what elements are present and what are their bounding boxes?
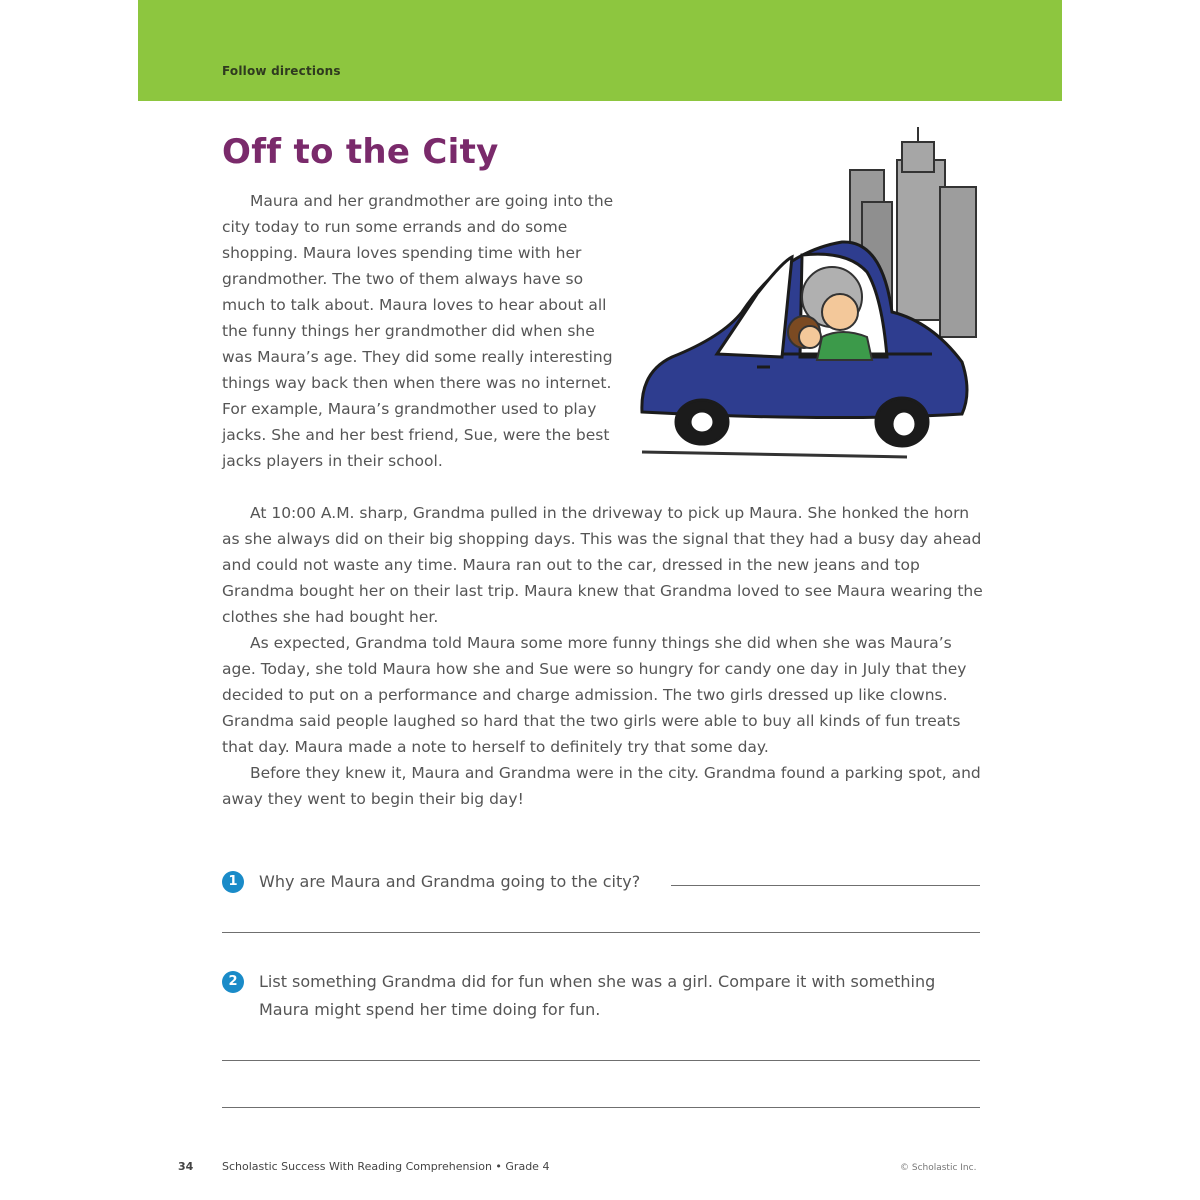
header-banner (138, 0, 1062, 101)
paragraph-text: Maura and her grandmother are going into the city today to run some errands and do some shopping. Maura loves spending time with her grandmother. The two of them always have so much to talk about. Maura loves to hear about all the funny things her grandmother did when she was Maura’s age. They did some really interesting things way back then when there was no internet. For example, Maura’s grandmother used to play jacks. She and her best friend, Sue, were the best jacks players in their school. (222, 192, 614, 470)
answer-line[interactable] (222, 1107, 980, 1108)
question-text: Why are Maura and Grandma going to the city? (259, 872, 641, 891)
paragraph-text: At 10:00 A.M. sharp, Grandma pulled in the driveway to pick up Maura. She honked the horn as she always did on their big shopping days. This was the signal that they had a busy day ahead and could not waste any time. Maura ran out to the car, dressed in the new jeans and top Grandma bought her on their last trip. Maura knew that Grandma loved to see Maura wearing the clothes she had bought her. (222, 504, 983, 626)
paragraph-text: As expected, Grandma told Maura some more funny things she did when she was Maura’s age. Today, she told Maura how she and Sue were so hungry for candy one day in July that they decided to put on a performance and charge admission. The two girls dressed up like clowns. Grandma said people laughed so hard that the two girls were able to buy all kinds of fun treats that day. Maura made a note to herself to definitely try that some day. (222, 634, 967, 756)
answer-line[interactable] (222, 1060, 980, 1061)
road-line-icon (642, 452, 907, 457)
paragraph-text: Before they knew it, Maura and Grandma were in the city. Grandma found a parking spot, and away they went to begin their big day! (222, 764, 981, 808)
page-title: Off to the City (222, 132, 499, 172)
page-number: 34 (178, 1160, 194, 1173)
answer-line[interactable] (671, 885, 980, 886)
worksheet-page (138, 0, 1062, 1200)
girl-icon (788, 316, 821, 348)
book-title: Scholastic Success With Reading Comprehension • Grade 4 (222, 1160, 550, 1173)
question-number-badge: 1 (222, 871, 244, 893)
answer-line[interactable] (222, 932, 980, 933)
story-paragraphs (222, 500, 984, 812)
question-text: List something Grandma did for fun when she was a girl. Compare it with something Maura might spend her time doing for fun. (259, 972, 936, 1019)
skill-label: Follow directions (222, 64, 341, 78)
question-number-badge: 2 (222, 971, 244, 993)
copyright: © Scholastic Inc. (900, 1163, 977, 1173)
car-with-grandma-and-girl-city-skyline-illustration (632, 122, 977, 472)
story-paragraph-1 (222, 188, 622, 474)
